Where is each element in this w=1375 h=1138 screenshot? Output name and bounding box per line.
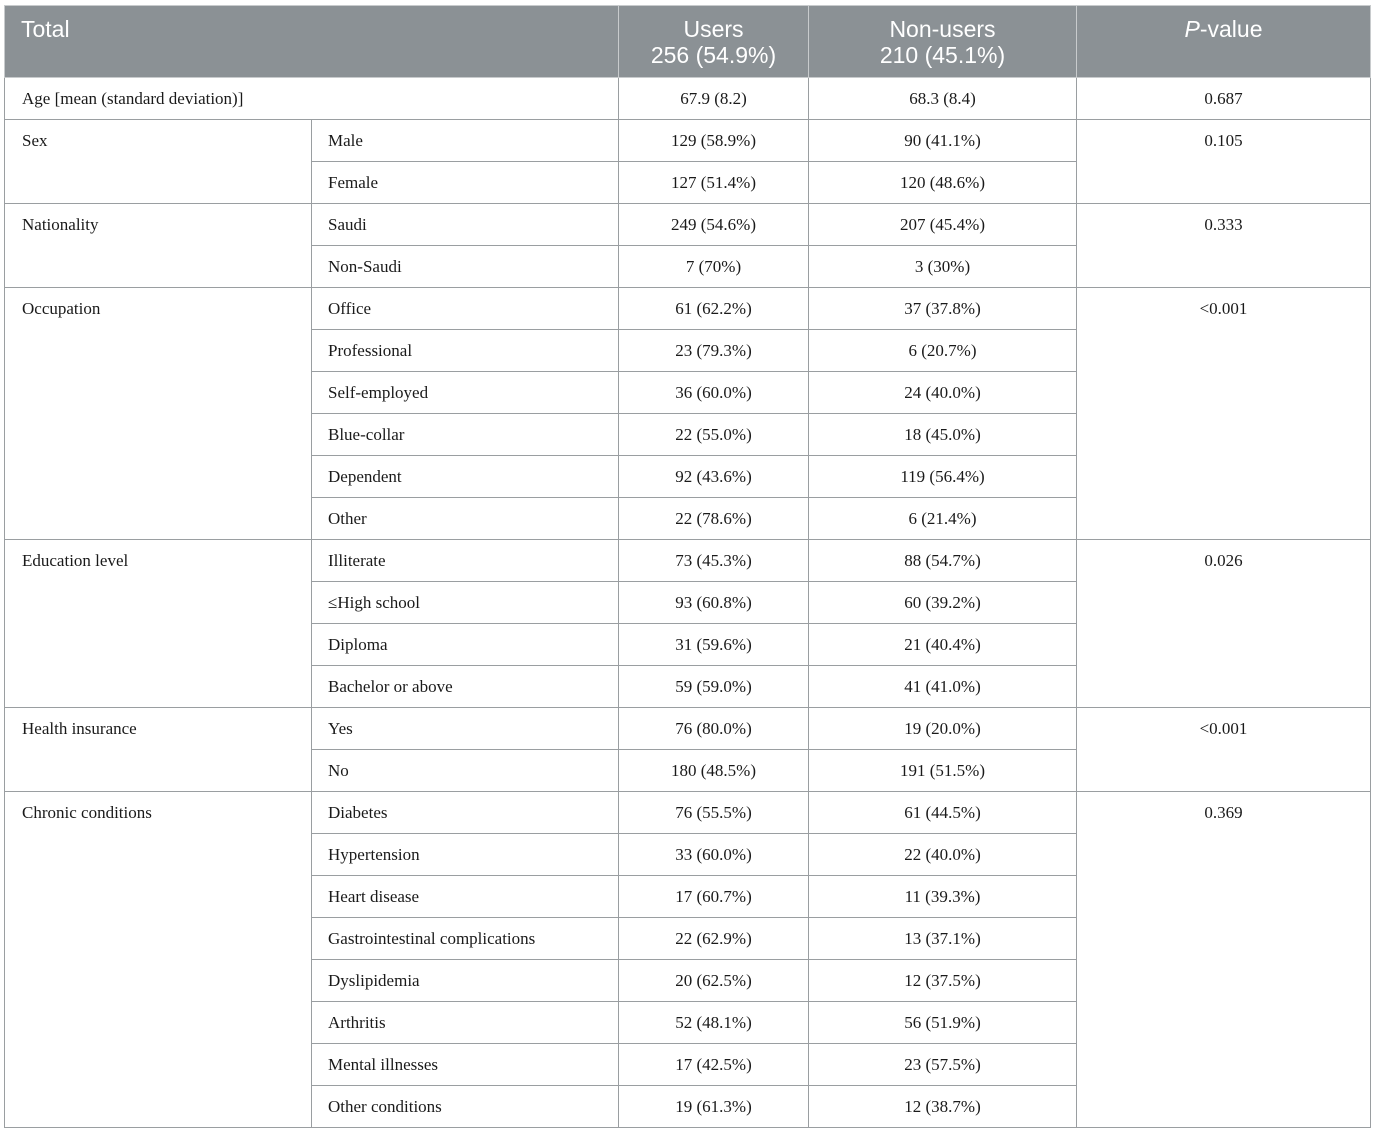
category-cell: Female <box>312 162 619 204</box>
users-cell: 249 (54.6%) <box>619 204 809 246</box>
nonusers-cell: 56 (51.9%) <box>809 1002 1077 1044</box>
users-cell: 7 (70%) <box>619 246 809 288</box>
category-cell: Heart disease <box>312 876 619 918</box>
users-cell: 31 (59.6%) <box>619 624 809 666</box>
users-cell: 22 (55.0%) <box>619 414 809 456</box>
category-cell: Saudi <box>312 204 619 246</box>
header-nonusers-count: 210 (45.1%) <box>879 42 1006 68</box>
header-nonusers-label: Non-users <box>889 16 996 42</box>
nonusers-cell: 12 (37.5%) <box>809 960 1077 1002</box>
users-cell: 180 (48.5%) <box>619 750 809 792</box>
users-cell: 19 (61.3%) <box>619 1086 809 1128</box>
table-row-age <box>5 78 1371 120</box>
header-nonusers <box>809 6 1077 78</box>
group-label: Occupation <box>5 288 312 540</box>
table-row <box>5 120 1371 162</box>
pvalue-cell: <0.001 <box>1077 288 1371 540</box>
table-row <box>5 204 1371 246</box>
age-label: Age [mean (standard deviation)] <box>5 78 619 120</box>
category-cell: Blue-collar <box>312 414 619 456</box>
nonusers-cell: 24 (40.0%) <box>809 372 1077 414</box>
category-cell: Male <box>312 120 619 162</box>
data-table <box>4 5 1371 1128</box>
pvalue-cell: 0.105 <box>1077 120 1371 204</box>
nonusers-cell: 191 (51.5%) <box>809 750 1077 792</box>
category-cell: ≤High school <box>312 582 619 624</box>
users-cell: 33 (60.0%) <box>619 834 809 876</box>
category-cell: Dependent <box>312 456 619 498</box>
users-cell: 52 (48.1%) <box>619 1002 809 1044</box>
nonusers-cell: 120 (48.6%) <box>809 162 1077 204</box>
users-cell: 127 (51.4%) <box>619 162 809 204</box>
nonusers-cell: 88 (54.7%) <box>809 540 1077 582</box>
nonusers-cell: 23 (57.5%) <box>809 1044 1077 1086</box>
users-cell: 22 (62.9%) <box>619 918 809 960</box>
users-cell: 61 (62.2%) <box>619 288 809 330</box>
users-cell: 73 (45.3%) <box>619 540 809 582</box>
table-body <box>5 78 1371 1128</box>
category-cell: Yes <box>312 708 619 750</box>
group-label: Health insurance <box>5 708 312 792</box>
category-cell: Hypertension <box>312 834 619 876</box>
nonusers-cell: 12 (38.7%) <box>809 1086 1077 1128</box>
nonusers-cell: 6 (20.7%) <box>809 330 1077 372</box>
pvalue-cell: 0.333 <box>1077 204 1371 288</box>
header-users-label: Users <box>683 16 744 42</box>
nonusers-cell: 22 (40.0%) <box>809 834 1077 876</box>
users-cell: 23 (79.3%) <box>619 330 809 372</box>
category-cell: No <box>312 750 619 792</box>
users-cell: 17 (42.5%) <box>619 1044 809 1086</box>
age-users: 67.9 (8.2) <box>619 78 809 120</box>
nonusers-cell: 60 (39.2%) <box>809 582 1077 624</box>
nonusers-cell: 18 (45.0%) <box>809 414 1077 456</box>
header-total: Total <box>5 6 619 78</box>
table-row <box>5 792 1371 834</box>
group-label: Chronic conditions <box>5 792 312 1128</box>
category-cell: Illiterate <box>312 540 619 582</box>
header-pvalue-rest: -value <box>1199 16 1263 42</box>
users-cell: 20 (62.5%) <box>619 960 809 1002</box>
users-cell: 129 (58.9%) <box>619 120 809 162</box>
nonusers-cell: 6 (21.4%) <box>809 498 1077 540</box>
category-cell: Other conditions <box>312 1086 619 1128</box>
table-row <box>5 540 1371 582</box>
table-header <box>5 6 1371 78</box>
category-cell: Diploma <box>312 624 619 666</box>
group-label: Nationality <box>5 204 312 288</box>
nonusers-cell: 21 (40.4%) <box>809 624 1077 666</box>
category-cell: Arthritis <box>312 1002 619 1044</box>
nonusers-cell: 11 (39.3%) <box>809 876 1077 918</box>
category-cell: Dyslipidemia <box>312 960 619 1002</box>
nonusers-cell: 3 (30%) <box>809 246 1077 288</box>
users-cell: 36 (60.0%) <box>619 372 809 414</box>
nonusers-cell: 19 (20.0%) <box>809 708 1077 750</box>
pvalue-cell: 0.369 <box>1077 792 1371 1128</box>
table-row <box>5 288 1371 330</box>
category-cell: Self-employed <box>312 372 619 414</box>
group-label: Education level <box>5 540 312 708</box>
category-cell: Gastrointestinal complications <box>312 918 619 960</box>
category-cell: Office <box>312 288 619 330</box>
nonusers-cell: 207 (45.4%) <box>809 204 1077 246</box>
users-cell: 59 (59.0%) <box>619 666 809 708</box>
nonusers-cell: 61 (44.5%) <box>809 792 1077 834</box>
header-users-count: 256 (54.9%) <box>650 42 777 68</box>
nonusers-cell: 37 (37.8%) <box>809 288 1077 330</box>
category-cell: Non-Saudi <box>312 246 619 288</box>
group-label: Sex <box>5 120 312 204</box>
category-cell: Bachelor or above <box>312 666 619 708</box>
users-cell: 22 (78.6%) <box>619 498 809 540</box>
pvalue-cell: <0.001 <box>1077 708 1371 792</box>
nonusers-cell: 13 (37.1%) <box>809 918 1077 960</box>
users-cell: 92 (43.6%) <box>619 456 809 498</box>
table-row <box>5 708 1371 750</box>
pvalue-cell: 0.026 <box>1077 540 1371 708</box>
header-row <box>5 6 1371 78</box>
users-cell: 93 (60.8%) <box>619 582 809 624</box>
users-cell: 17 (60.7%) <box>619 876 809 918</box>
category-cell: Mental illnesses <box>312 1044 619 1086</box>
users-cell: 76 (55.5%) <box>619 792 809 834</box>
category-cell: Other <box>312 498 619 540</box>
nonusers-cell: 119 (56.4%) <box>809 456 1077 498</box>
header-users <box>619 6 809 78</box>
age-pvalue: 0.687 <box>1077 78 1371 120</box>
users-cell: 76 (80.0%) <box>619 708 809 750</box>
header-pvalue <box>1077 6 1371 78</box>
nonusers-cell: 90 (41.1%) <box>809 120 1077 162</box>
age-nonusers: 68.3 (8.4) <box>809 78 1077 120</box>
category-cell: Professional <box>312 330 619 372</box>
category-cell: Diabetes <box>312 792 619 834</box>
header-pvalue-p: P <box>1184 16 1200 42</box>
nonusers-cell: 41 (41.0%) <box>809 666 1077 708</box>
